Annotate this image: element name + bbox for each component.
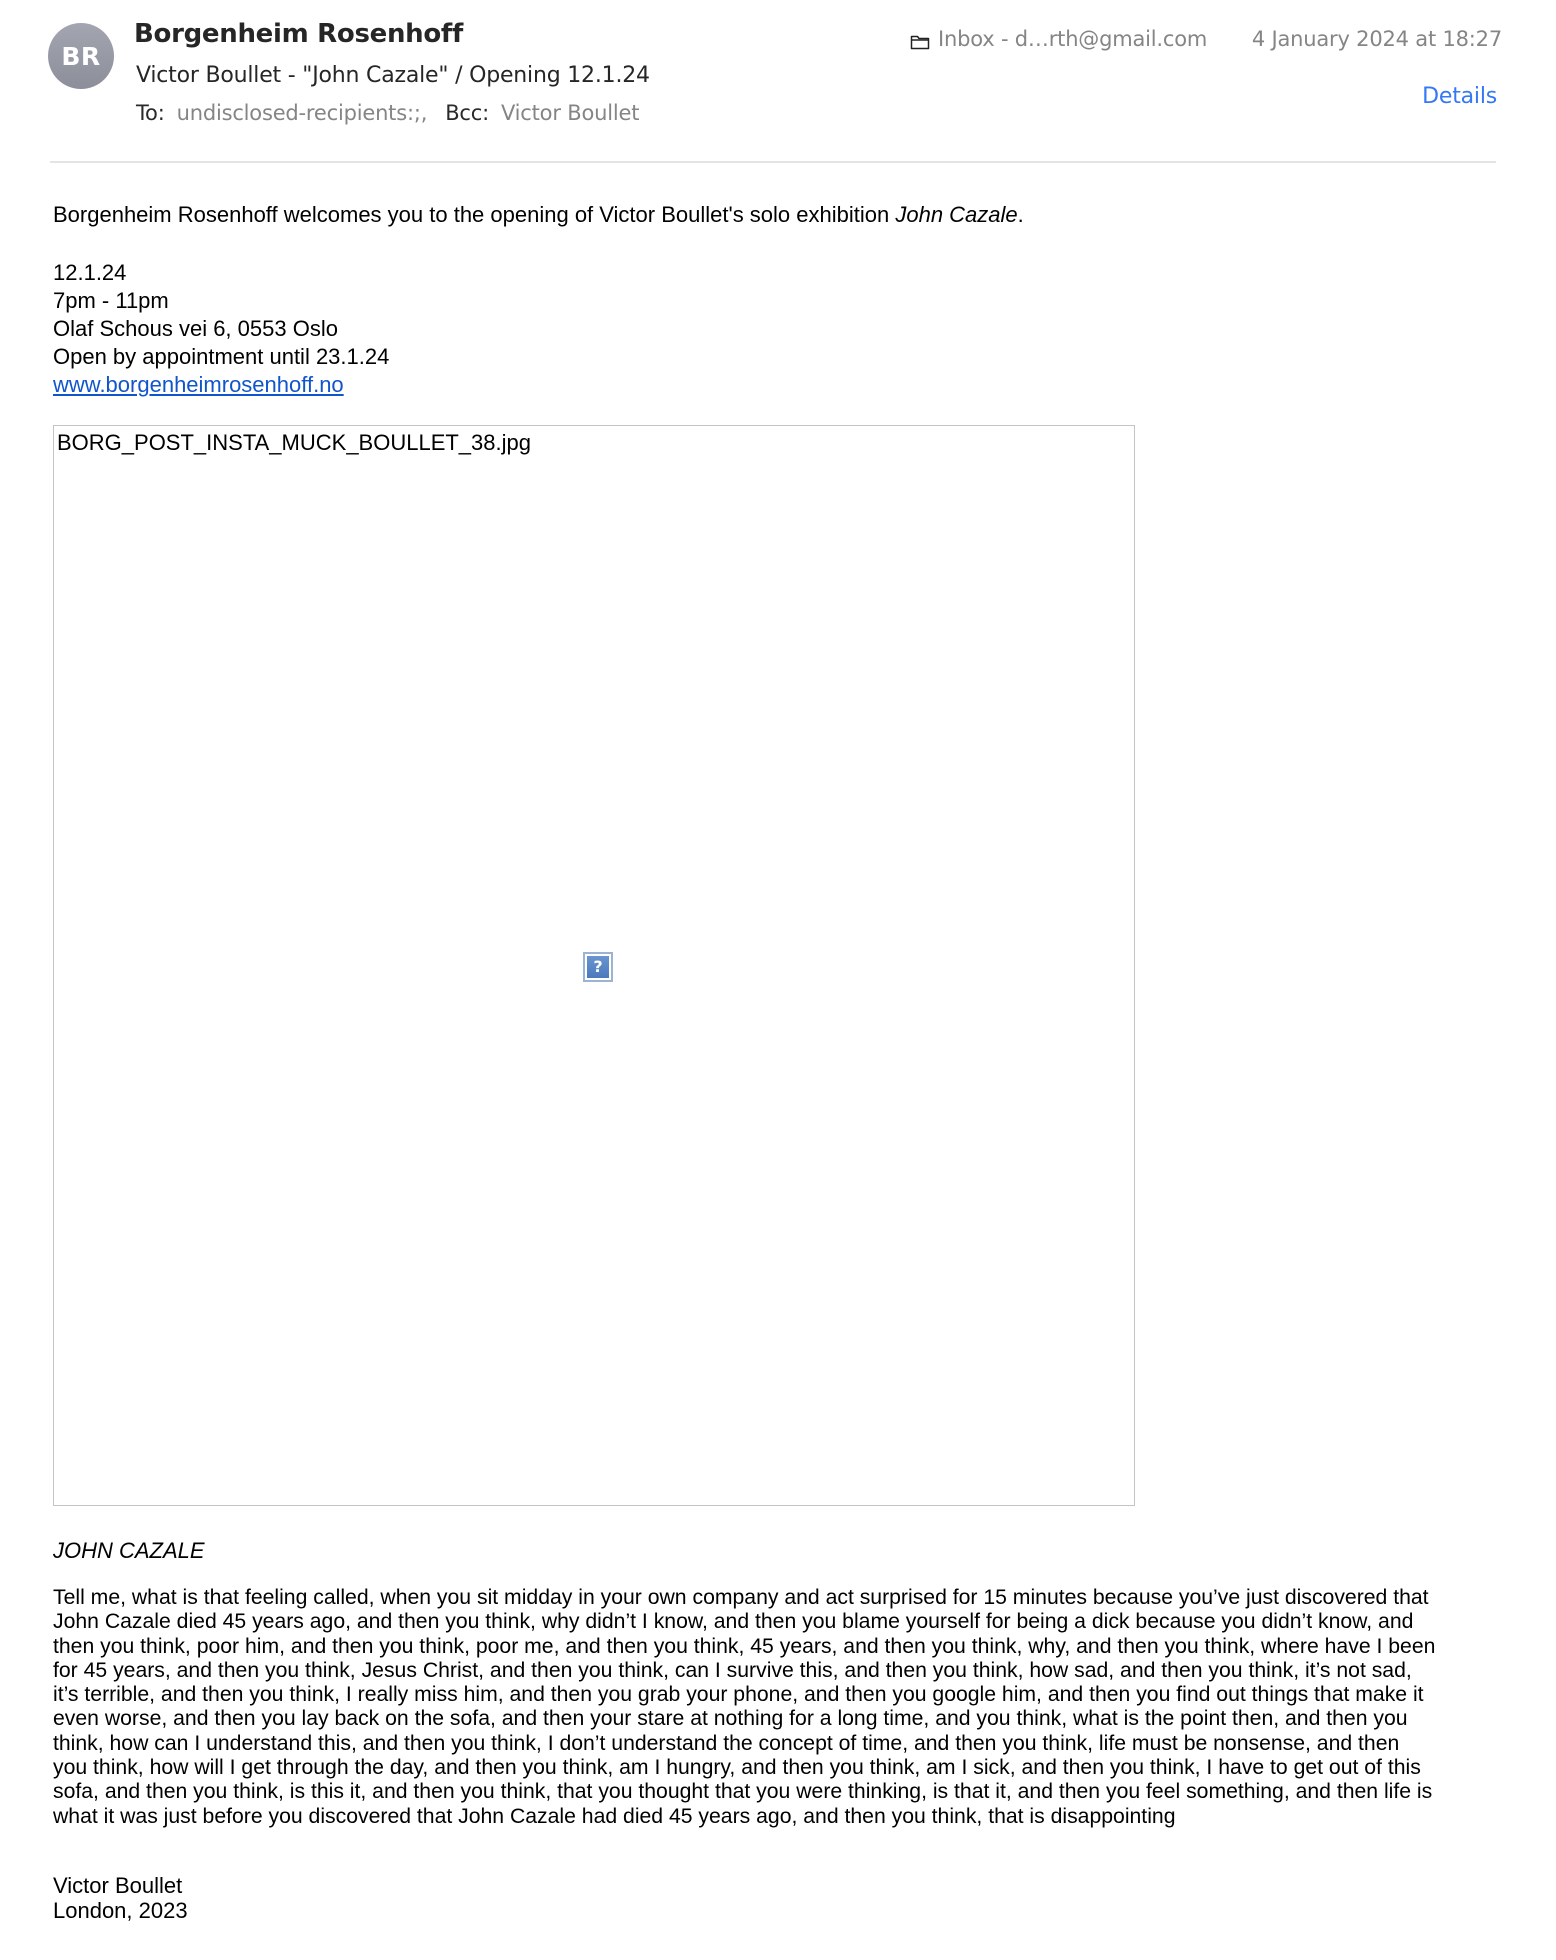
- signature-name: Victor Boullet: [53, 1873, 183, 1898]
- event-time: 7pm - 11pm: [53, 288, 169, 313]
- essay-line: Tell me, what is that feeling called, when you sit midday in your own company and act surprised for 15 minutes because you’ve just discovered that: [53, 1586, 1429, 1609]
- signature-place: London, 2023: [53, 1898, 188, 1923]
- essay-line: it’s terrible, and then you think, I really miss him, and then you grab your phone, and then you google him, and then you find out things that make it: [53, 1683, 1424, 1707]
- intro-text: [53, 201, 1024, 229]
- essay-title: JOHN CAZALE: [53, 1538, 205, 1563]
- essay-line: what it was just before you discovered that John Cazale had died 45 years ago, and then you think, that is disappointing: [53, 1804, 1176, 1828]
- mailbox-location[interactable]: [910, 27, 1207, 51]
- question-mark-icon: ?: [587, 956, 609, 978]
- image-placeholder[interactable]: [53, 425, 1135, 1506]
- essay-line: sofa, and then you think, is this it, and then you think, that you thought that you were thinking, is that it, and then you feel something, and then life is: [53, 1780, 1433, 1804]
- essay-line: think, how can I understand this, and then you think, I don’t understand the concept of time, and then you think, life must be nonsense, and then: [53, 1731, 1400, 1755]
- exhibition-title: John Cazale: [895, 202, 1018, 227]
- to-recipients[interactable]: undisclosed-recipients:;,: [176, 101, 428, 125]
- intro-sentence: Borgenheim Rosenhoff welcomes you to the opening of Victor Boullet's solo exhibition: [53, 202, 896, 227]
- essay-line: then you think, poor him, and then you think, poor me, and then you think, 45 years, and then you think, why, and then you think, where have I been: [53, 1634, 1436, 1658]
- sender-name[interactable]: Borgenheim Rosenhoff: [134, 19, 463, 49]
- broken-image-icon: [583, 952, 613, 982]
- event-details: [53, 259, 389, 399]
- details-button[interactable]: Details: [1422, 84, 1497, 109]
- essay-line: even worse, and then you lay back on the sofa, and then your stare at nothing for a long time, and you think, what is the point then, and then you: [53, 1707, 1408, 1731]
- to-label: To:: [136, 101, 165, 125]
- event-open-until: Open by appointment until 23.1.24: [53, 344, 390, 369]
- event-date: 12.1.24: [53, 260, 127, 285]
- header-divider: [50, 161, 1496, 163]
- essay-line: for 45 years, and then you think, Jesus Christ, and then you think, can I survive this, and then you think, how sad, and then you think, it’s not sad,: [53, 1658, 1412, 1682]
- intro-period: .: [1017, 202, 1024, 227]
- message-header: [0, 0, 1556, 164]
- bcc-label: Bcc:: [445, 101, 489, 125]
- essay-line: you think, how will I get through the day, and then you think, am I hungry, and then you think, am I sick, and then you think, I have to get out of this: [53, 1756, 1421, 1780]
- mailbox-label: Inbox - d…rth@gmail.com: [938, 27, 1208, 51]
- image-filename: BORG_POST_INSTA_MUCK_BOULLET_38.jpg: [57, 430, 531, 455]
- bcc-recipient[interactable]: Victor Boullet: [500, 101, 640, 125]
- recipients-line: [136, 101, 639, 125]
- received-date: 4 January 2024 at 18:27: [1251, 27, 1502, 51]
- sender-avatar: BR: [48, 23, 114, 89]
- event-address: Olaf Schous vei 6, 0553 Oslo: [53, 316, 338, 341]
- signature: [53, 1873, 188, 1923]
- email-subject: Victor Boullet - "John Cazale" / Opening 12.1.24: [136, 63, 650, 88]
- website-link[interactable]: www.borgenheimrosenhoff.no: [53, 372, 344, 397]
- essay-line: John Cazale died 45 years ago, and then you think, why didn’t I know, and then you blame yourself for being a dick because you didn’t know, and: [53, 1610, 1414, 1634]
- essay-paragraph: [53, 1586, 1533, 1829]
- folder-icon: [910, 31, 930, 47]
